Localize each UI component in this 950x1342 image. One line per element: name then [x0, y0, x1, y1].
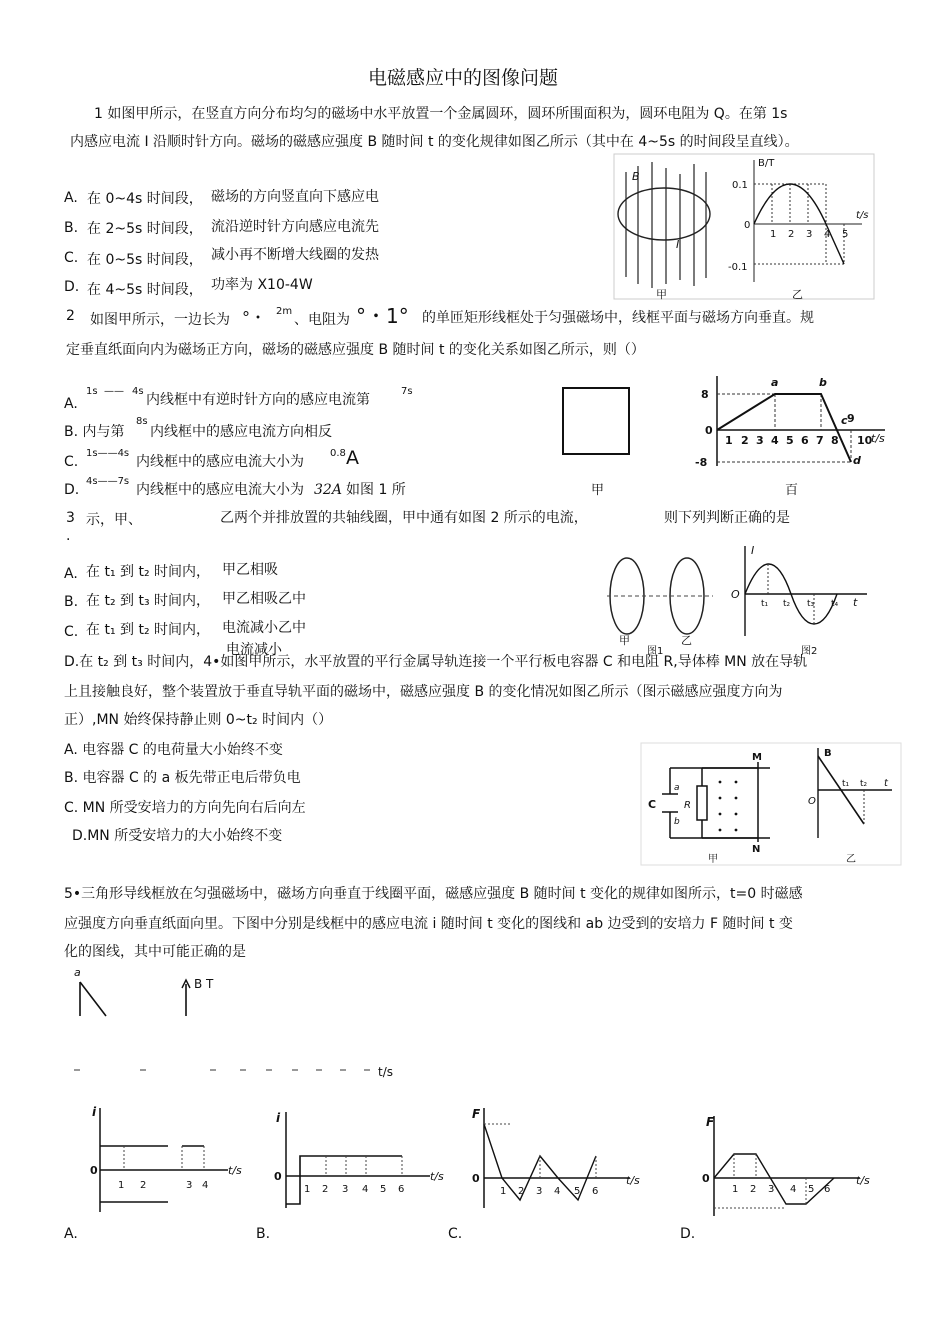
q5-graph-c-tick-5: 5 [574, 1186, 581, 1197]
q5-graph-b-line [286, 1156, 405, 1204]
q3-option-a-tail: 甲乙相吸 [222, 562, 278, 578]
q3-fig2-label: 图2 [801, 646, 818, 657]
q4-stem-line2: 上且接触良好，整个装置放于垂直导轨平面的磁场中，磁感应强度 B 的变化情况如图乙所示（图示磁感应强度方向为 [64, 684, 783, 700]
q4-label-C: C [648, 798, 657, 811]
q5-graph-d-tick-5: 5 [808, 1184, 815, 1195]
q2-label-jia: 甲 [591, 483, 605, 498]
q5-graph-c-zero: 0 [472, 1172, 480, 1185]
q2-option-a-sup1: 1s [86, 386, 98, 397]
q4-graph-t: t [884, 778, 888, 789]
q2-option-d-tail: 如图 1 所 [346, 482, 406, 498]
q3-stem-a: 示，甲、 [86, 512, 142, 528]
q1-label-I: I [676, 238, 680, 251]
q1-option-c-tail: 减小再不断增大线圈的发热 [211, 247, 379, 263]
q3-label-yi: 乙 [681, 634, 692, 647]
q5-letter-a: A. [64, 1226, 78, 1242]
q5-triangle-hyp [80, 982, 106, 1016]
q1-graph-y-neg: -0.1 [728, 262, 748, 273]
q5-graph-d [700, 1112, 880, 1222]
q2-tick-7: 7 [816, 434, 824, 447]
q4-option-a: A. 电容器 C 的电荷量大小始终不变 [64, 742, 283, 758]
q2-graph-zero: 0 [705, 424, 713, 437]
q2-option-c-text: 内线框中的感应电流大小为 [136, 454, 304, 470]
q2-option-d-text: 内线框中的感应电流大小为 [136, 482, 304, 498]
q4-circuit [662, 762, 758, 842]
q5-graph-d-t: t/s [856, 1174, 870, 1187]
q3-option-c-text: 在 t₁ 到 t₂ 时间内， [86, 622, 211, 638]
q4-label-M: M [752, 752, 762, 763]
q5-graph-c-tick-1: 1 [500, 1186, 507, 1197]
q1-tick-3: 3 [806, 229, 813, 240]
q3-option-a-text: 在 t₁ 到 t₂ 时间内， [86, 564, 211, 580]
q2-option-a-sup2: 4s [132, 386, 144, 397]
q5-graph-d-ticks [732, 1184, 830, 1195]
q5-stem-line2: 应强度方向垂直纸面向里。下图中分别是线框中的感应电流 i 随时间 t 变化的图线和 ab 边受到的安培力 F 随时间 t 变 [64, 916, 793, 932]
q4-option-b: B. 电容器 C 的 a 板先带正电后带负电 [64, 770, 301, 786]
q2-tick-1: 1 [725, 434, 733, 447]
q2-point-c: c [841, 414, 848, 427]
q5-graph-d-tick-6: 6 [824, 1184, 831, 1195]
q1-option-b-text: 在 2~5s 时间段， [87, 221, 203, 237]
q5-graph-d-tick-1: 1 [732, 1184, 739, 1195]
q2-label-yi: 百 [785, 483, 799, 498]
q2-graph-yn8: -8 [695, 456, 708, 469]
q5-label-BT: B T [194, 977, 214, 991]
q1-graph-zero: 0 [744, 220, 751, 231]
q5-graph-a-tick-3: 3 [186, 1180, 193, 1191]
page-title: 电磁感应中的图像问题 [368, 67, 559, 89]
q5-letter-c: C. [448, 1226, 463, 1242]
q2-stem-a: 如图甲所示，一边长为 [90, 312, 230, 328]
q1-graph-t-label: t/s [856, 210, 869, 221]
q5-graph-b-tick-5: 5 [380, 1184, 387, 1195]
q2-square-frame [563, 388, 629, 454]
q3-option-c-tail: 电流减小乙中 [222, 620, 306, 636]
q1-metal-ring [618, 188, 710, 240]
q5-graph-d-tick-3: 3 [768, 1184, 775, 1195]
q2-point-a: a [771, 376, 779, 389]
q1-label-B: B [632, 170, 640, 183]
q1-graph-y-label: B/T [758, 158, 775, 169]
q3-graph-t3: t₃ [807, 599, 815, 609]
q3-graph-t2: t₂ [783, 599, 791, 609]
q3-option-b-tail: 甲乙相吸乙中 [222, 591, 306, 607]
q3-graph-t1: t₁ [761, 599, 769, 609]
q2-tick-9: 9 [847, 412, 855, 425]
q1-tick-5: 5 [842, 229, 849, 240]
q3-option-c-letter: C. [64, 624, 79, 640]
q5-graph-d-line [714, 1154, 834, 1204]
q2-tick-6: 6 [801, 434, 809, 447]
q4-label-a: a [674, 783, 680, 793]
q5-graph-b-ticks [304, 1184, 404, 1195]
q1-option-b-letter: B. [64, 220, 79, 236]
q5-letter-d: D. [680, 1226, 696, 1242]
q4-label-R: R [684, 800, 691, 811]
q5-graph-c-tick-6: 6 [592, 1186, 599, 1197]
q5-graph-c-tick-3: 3 [536, 1186, 543, 1197]
q2-graph-t-label: t/s [871, 432, 885, 445]
q3-extra-text: 电流减小 [226, 642, 282, 658]
q3-label-jia: 甲 [619, 634, 630, 647]
q2-option-d-letter: D. [64, 482, 80, 498]
q3-fig1-label: 图1 [647, 646, 664, 657]
q2-option-b-text-a: B. 内与第 [64, 424, 125, 440]
q3-graph-t4: t₄ [831, 599, 839, 609]
q3-number: 3 [66, 510, 75, 526]
q2-point-b: b [819, 376, 827, 389]
q1-option-a-text: 在 0~4s 时间段， [87, 191, 203, 207]
q2-option-d-value: 32A [314, 482, 342, 498]
q5-graph-c-t: t/s [626, 1174, 640, 1187]
q5-graph-b-zero: 0 [274, 1170, 282, 1183]
q3-stem-b: 乙两个并排放置的共轴线圈，甲中通有如图 2 所示的电流， [220, 510, 588, 526]
q2-symbol-2: °・1° [356, 304, 409, 328]
q5-label-a: a [74, 966, 81, 979]
q5-graph-b-t: t/s [430, 1170, 444, 1183]
q4-graph-t2: t₂ [860, 779, 868, 789]
q1-option-a-letter: A. [64, 190, 78, 206]
q3-graph-t: t [853, 596, 858, 609]
q2-number: 2 [66, 308, 75, 324]
q4-option-d: D.MN 所受安培力的大小始终不变 [72, 828, 283, 844]
q5-graph-b [270, 1108, 450, 1218]
q3-graph-I: I [751, 544, 755, 557]
q1-tick-4: 4 [824, 229, 831, 240]
q1-label-yi: 乙 [792, 288, 803, 301]
q1-option-b-tail: 流沿逆时针方向感应电流先 [211, 219, 379, 235]
q3-option-a-letter: A. [64, 566, 78, 582]
q4-graph-B: B [824, 748, 832, 759]
q5-graph-a-tick-4: 4 [202, 1180, 209, 1191]
q4-label-jia: 甲 [708, 854, 718, 865]
q1-figure [612, 152, 877, 302]
q2-stem-b: 、电阻为 [294, 312, 350, 328]
q5-graph-b-dashed [326, 1156, 402, 1176]
q2-tick-10: 10 [857, 434, 873, 447]
q4-field-dots [719, 781, 738, 832]
q2-option-b-sup: 8s [136, 416, 148, 427]
q4-label-N: N [752, 844, 761, 855]
q2-tick-8: 8 [831, 434, 839, 447]
q2-option-c-letter: C. [64, 454, 79, 470]
q1-option-d-letter: D. [64, 279, 80, 295]
q1-label-jia: 甲 [656, 288, 667, 301]
q5-graph-b-tick-1: 1 [304, 1184, 311, 1195]
q5-graph-a-ticks [118, 1180, 208, 1191]
q1-stem-line2: 内感应电流 I 沿顺时针方向。磁场的磁感应强度 B 随时间 t 的变化规律如图乙所示（其中在 4~5s 的时间段呈直线）。 [70, 134, 799, 150]
q1-stem-line1: 1 如图甲所示，在竖直方向分布均匀的磁场中水平放置一个金属圆环，圆环所围面积为，圆环电阻为 Q。在第 1s [94, 106, 788, 122]
q5-graph-c-tick-4: 4 [554, 1186, 561, 1197]
q5-graph-b-tick-4: 4 [362, 1184, 369, 1195]
q4-figure-frame [641, 743, 901, 865]
q2-graph-y8: 8 [701, 388, 709, 401]
q2-symbol-1: °・ [242, 308, 267, 327]
q5-graph-b-tick-3: 3 [342, 1184, 349, 1195]
q5-graph-a-t: t/s [228, 1164, 242, 1177]
q1-option-c-letter: C. [64, 250, 79, 266]
q2-option-c-unit: A [346, 447, 359, 469]
q3-figure [605, 540, 885, 660]
q5-graph-a [78, 1104, 248, 1214]
q5-graph-a-y: i [92, 1105, 97, 1119]
q3-option-b-letter: B. [64, 594, 79, 610]
q5-stem-line3: 化的图线，其中可能正确的是 [64, 944, 246, 960]
q5-letter-b: B. [256, 1226, 271, 1242]
q4-label-yi: 乙 [846, 854, 856, 865]
q5-stem-line1: 5•三角形导线框放在匀强磁场中，磁场方向垂直于线圈平面，磁感应强度 B 随时间 t 变化的规律如图所示，t=0 时磁感 [64, 886, 803, 902]
q5-small-figure [70, 964, 420, 1084]
q2-point-d: d [853, 454, 861, 467]
q2-option-c-value: 0.8 [330, 448, 346, 459]
q2-option-a-letter: A. [64, 396, 78, 412]
q5-graph-a-tick-1: 1 [118, 1180, 125, 1191]
q3-dot: . [66, 528, 71, 544]
q2-stem-c: 的单匝矩形线框处于匀强磁场中，线框平面与磁场方向垂直。规 [422, 310, 814, 326]
q2-option-b-text-b: 内线框中的感应电流方向相反 [150, 424, 332, 440]
q5-graph-c-y: F [472, 1107, 481, 1121]
q5-graph-b-tick-2: 2 [322, 1184, 329, 1195]
q2-stem-line2: 定垂直纸面向内为磁场正方向，磁场的磁感应强度 B 随时间 t 的变化关系如图乙所示，则（） [66, 342, 645, 358]
q4-graph-O: O [808, 796, 816, 807]
q5-graph-a-tick-2: 2 [140, 1180, 147, 1191]
q5-graph-a-dashed [124, 1146, 204, 1170]
q2-graph-dashed-guides [717, 394, 851, 462]
q2-option-a-dash: —— [104, 386, 124, 397]
q4-figure [640, 742, 902, 866]
q1-graph-ticks [770, 229, 848, 240]
q2-tick-2: 2 [741, 434, 749, 447]
q2-graph-line [717, 394, 851, 462]
q2-option-c-sup: 1s——4s [86, 448, 130, 459]
q4-stem-line3: 正）,MN 始终保持静止则 0~t₂ 时间内（） [64, 712, 333, 728]
q1-option-c-text: 在 0~5s 时间段， [87, 252, 203, 268]
q2-tick-5: 5 [786, 434, 794, 447]
q5-graph-b-tick-6: 6 [398, 1184, 405, 1195]
q5-graph-d-tick-2: 2 [750, 1184, 757, 1195]
q2-figure [555, 370, 895, 500]
q2-option-a-sup3: 7s [401, 386, 413, 397]
q5-label-ts: t/s [378, 1065, 393, 1079]
q3-option-b-text: 在 t₂ 到 t₃ 时间内， [86, 593, 211, 609]
q5-graph-d-tick-4: 4 [790, 1184, 797, 1195]
q1-option-d-tail: 功率为 X10-4W [211, 277, 313, 293]
q5-graph-c-dashed [484, 1124, 596, 1178]
q5-graph-a-zero: 0 [90, 1164, 98, 1177]
q5-graph-c [470, 1104, 650, 1214]
q4-graph-t1: t₁ [842, 779, 850, 789]
q5-graph-d-y: F [706, 1115, 715, 1129]
q4-stem-line1: D.在 t₂ 到 t₃ 时间内，4•如图甲所示，水平放置的平行金属导轨连接一个平行板电容器 C 和电阻 R,导体棒 MN 放在导轨 [64, 654, 808, 670]
q1-tick-1: 1 [770, 229, 777, 240]
q2-option-d-sup: 4s——7s [86, 476, 130, 487]
q1-graph-y-pos: 0.1 [732, 180, 748, 191]
q1-tick-2: 2 [788, 229, 795, 240]
q3-graph-O: O [731, 588, 740, 601]
q2-tick-4: 4 [771, 434, 779, 447]
q1-option-a-tail: 磁场的方向竖直向下感应电 [211, 189, 379, 205]
q3-stem-c: 则下列判断正确的是 [664, 510, 790, 526]
q4-label-b: b [674, 817, 680, 827]
q5-graph-c-tick-2: 2 [518, 1186, 525, 1197]
q2-tick-3: 3 [756, 434, 764, 447]
q5-graph-b-y: i [276, 1111, 281, 1125]
q2-option-a-text: 内线框中有逆时针方向的感应电流第 [146, 392, 370, 408]
q1-option-d-text: 在 4~5s 时间段， [87, 282, 203, 298]
q5-graph-d-zero: 0 [702, 1172, 710, 1185]
q2-sup-2m: 2m [276, 306, 293, 317]
q4-option-c: C. MN 所受安培力的方向先向右后向左 [64, 800, 306, 816]
